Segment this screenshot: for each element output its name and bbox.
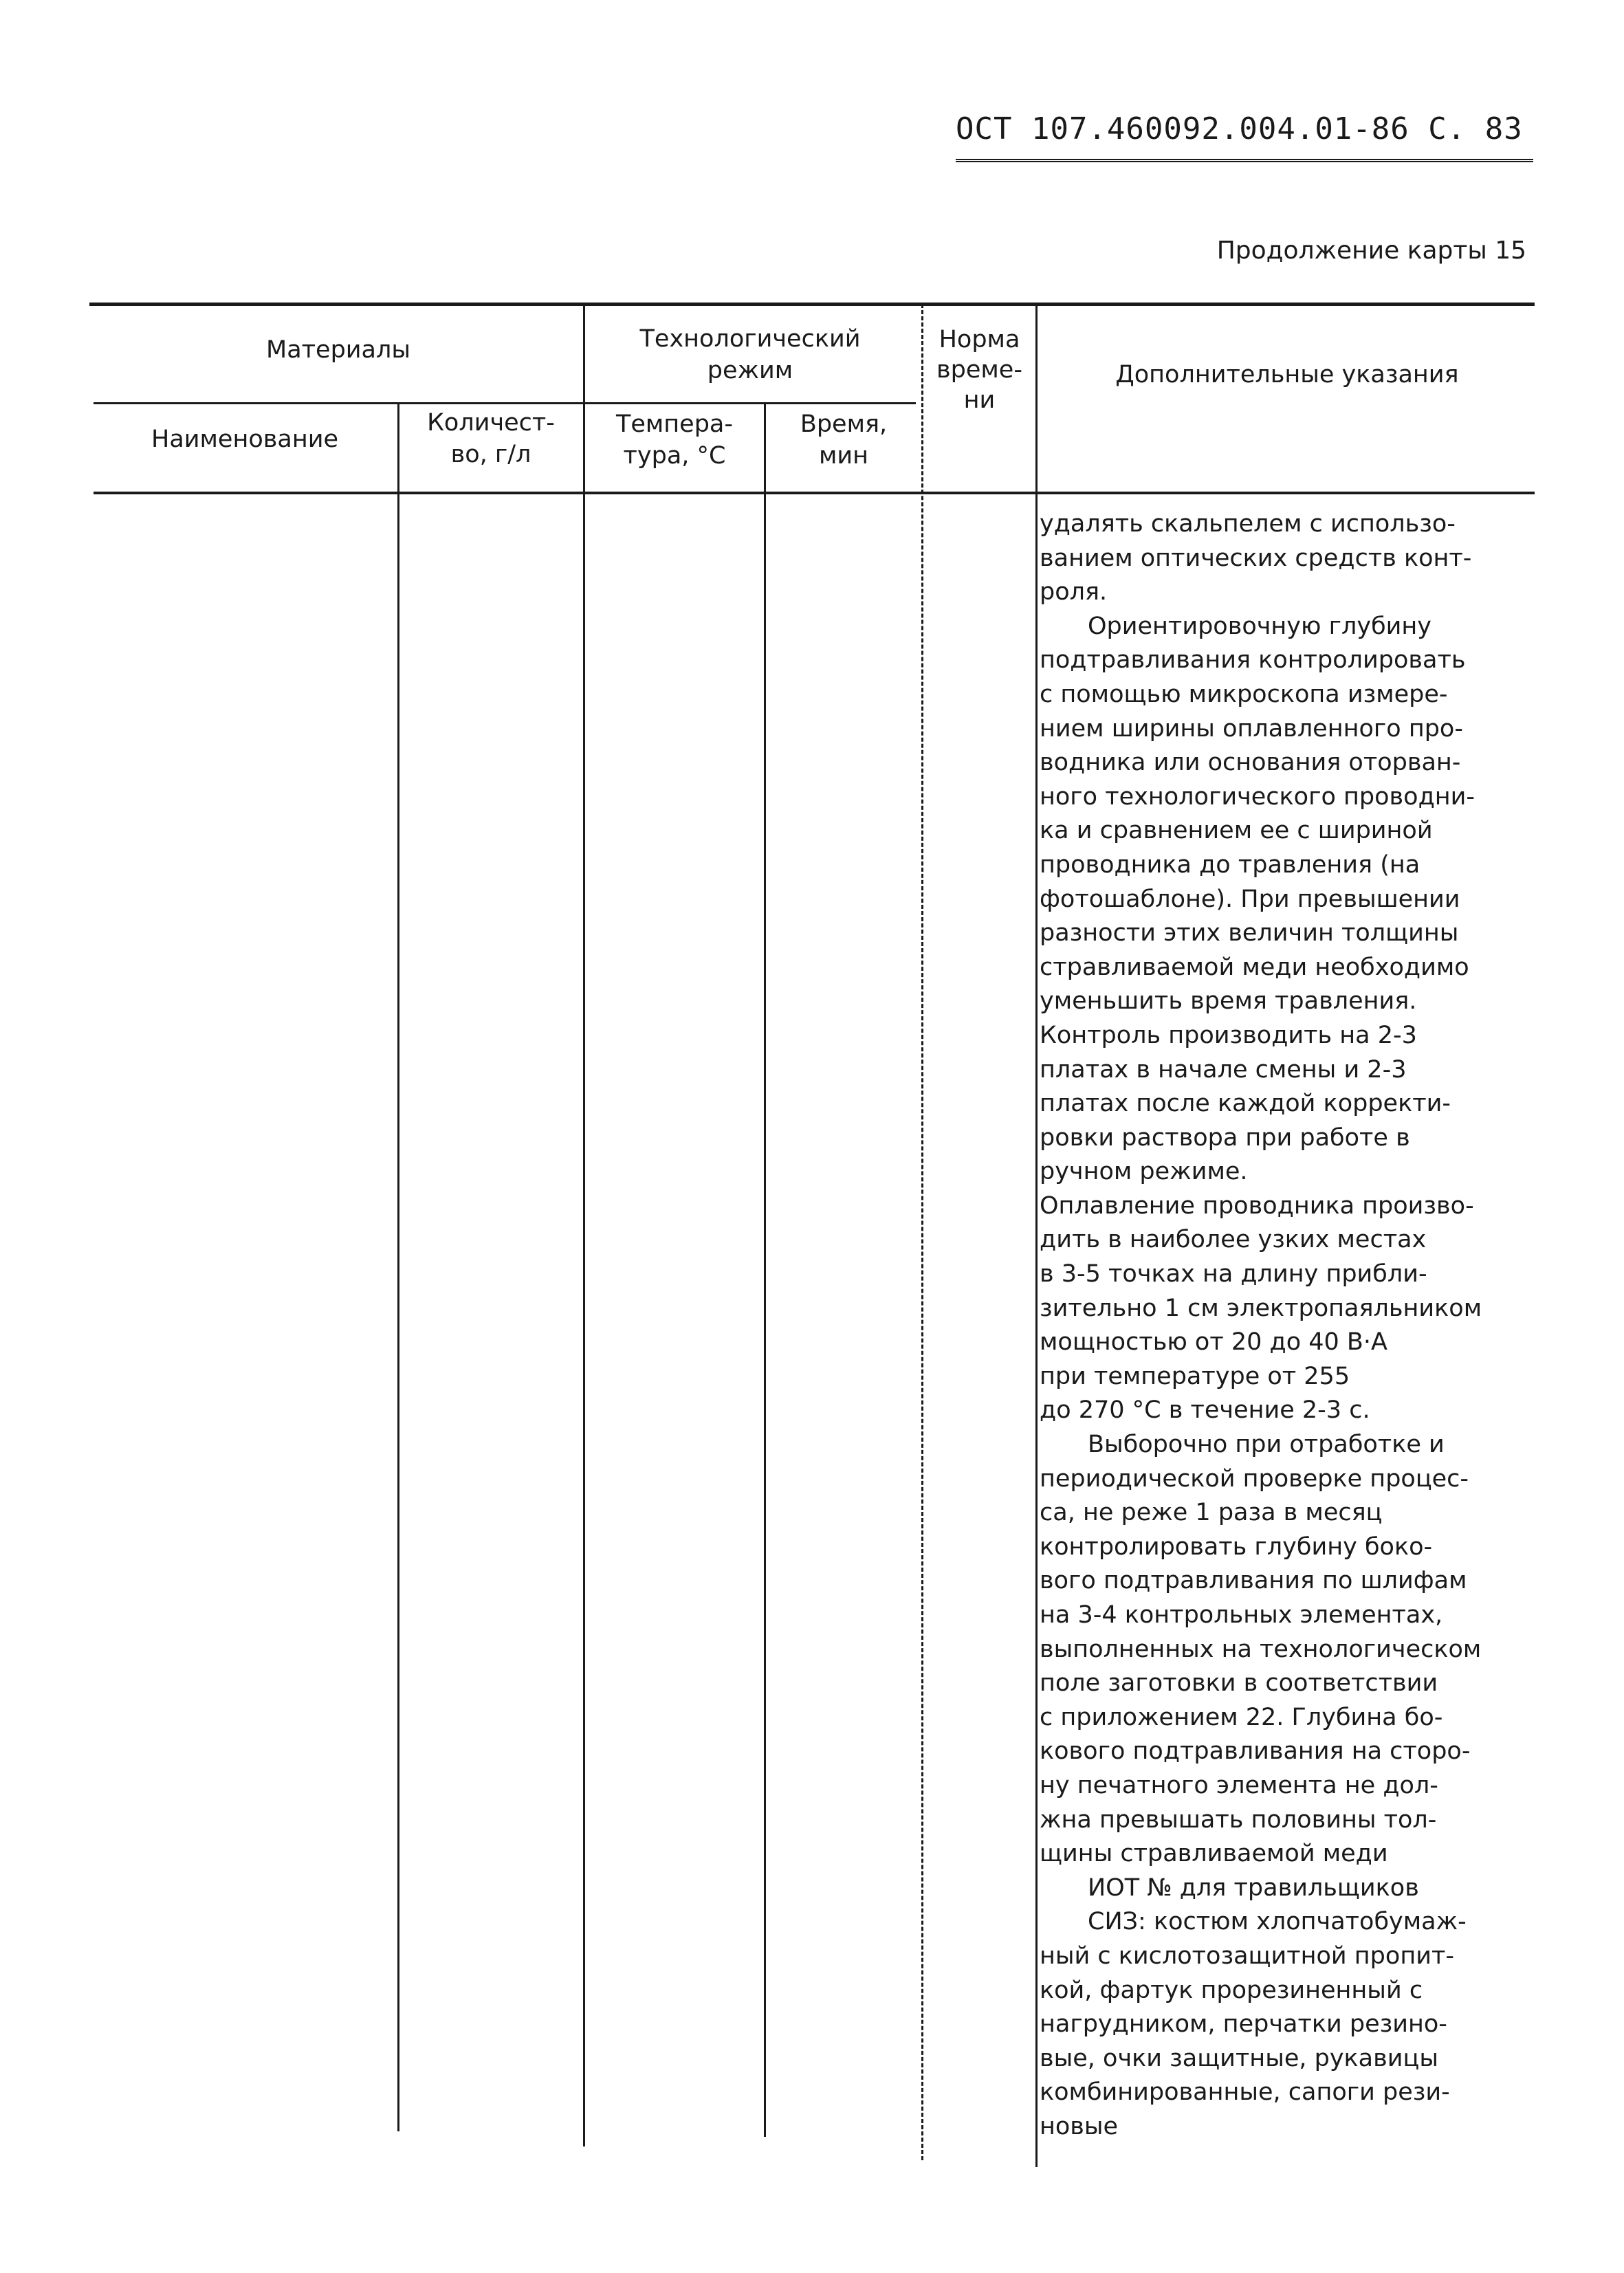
- instruction-line: зительно 1 см электропаяльником: [1040, 1294, 1482, 1322]
- header-quantity-line1: Количест-: [427, 409, 555, 437]
- instruction-line: са, не реже 1 раза в месяц: [1040, 1499, 1383, 1527]
- header-materials: Материалы: [266, 336, 410, 364]
- instruction-line: роля.: [1040, 578, 1108, 606]
- header-temperature-line1: Темпера-: [615, 410, 734, 438]
- instruction-line: комбинированные, сапоги рези-: [1040, 2078, 1450, 2107]
- header-tech-mode: [585, 323, 915, 386]
- header-time-norm-line3: ни: [963, 386, 996, 414]
- additional-instructions-text: [1040, 507, 1562, 2144]
- header-time-norm-line1: Норма: [939, 326, 1020, 353]
- instruction-line: вые, очки защитные, рукавицы: [1040, 2044, 1438, 2072]
- instruction-line: контролировать глубину боко-: [1040, 1533, 1433, 1561]
- instruction-line: с помощью микроскопа измере-: [1040, 680, 1448, 708]
- instruction-line: до 270 °С в течение 2-3 с.: [1040, 1396, 1370, 1425]
- instruction-line: вого подтравливания по шлифам: [1040, 1567, 1467, 1595]
- instruction-line: платах после каждой корректи-: [1040, 1090, 1451, 1118]
- instruction-line: ручном режиме.: [1040, 1158, 1248, 1186]
- header-bottom-rule: [94, 492, 1535, 494]
- column-divider-materials-tech: [583, 304, 585, 2146]
- column-divider-norm-notes: [1035, 304, 1038, 2167]
- subheader-rule-left: [94, 402, 583, 404]
- instruction-line: нием ширины оплавленного про-: [1040, 714, 1463, 743]
- header-time: [766, 408, 921, 472]
- header-tech-mode-line1: Технологический: [639, 325, 861, 353]
- instruction-line: ровки раствора при работе в: [1040, 1123, 1410, 1152]
- instruction-line: с приложением 22. Глубина бо-: [1040, 1703, 1443, 1731]
- header-temperature-line2: тура, °C: [623, 442, 726, 470]
- instruction-line: новые: [1040, 2112, 1119, 2140]
- instruction-line: ного технологического проводни-: [1040, 782, 1475, 811]
- instruction-line: фотошаблоне). При превышении: [1040, 885, 1460, 913]
- continuation-label: Продолжение карты 15: [1216, 237, 1526, 265]
- instruction-line: Оплавление проводника произво-: [1040, 1192, 1474, 1220]
- instruction-line: уменьшить время травления.: [1040, 987, 1417, 1015]
- instruction-line: поле заготовки в соответствии: [1040, 1669, 1438, 1698]
- instruction-line: кового подтравливания на сторо-: [1040, 1737, 1471, 1766]
- column-divider-tech-norm: [921, 304, 923, 2160]
- instruction-line: ный с кислотозащитной пропит-: [1040, 1942, 1454, 1970]
- instruction-line: мощностью от 20 до 40 В·А: [1040, 1328, 1387, 1357]
- header-time-norm-line2: време-: [936, 356, 1022, 384]
- instruction-line: ка и сравнением ее с шириной: [1040, 817, 1433, 845]
- subheader-rule-middle: [583, 402, 916, 404]
- instruction-line: ванием оптических средств конт-: [1040, 544, 1472, 572]
- instruction-line: в 3-5 точках на длину прибли-: [1040, 1260, 1427, 1288]
- instruction-line: щины стравливаемой меди: [1040, 1840, 1388, 1868]
- instruction-line: на 3-4 контрольных элементах,: [1040, 1601, 1443, 1629]
- instruction-line: СИЗ: костюм хлопчатобумаж-: [1088, 1908, 1467, 1936]
- instruction-line: периодической проверке процес-: [1040, 1464, 1469, 1493]
- column-divider-temp-time: [764, 404, 766, 2137]
- header-time-line2: мин: [818, 442, 869, 470]
- instruction-line: при температуре от 255: [1040, 1362, 1350, 1390]
- instruction-line: ну печатного элемента не дол-: [1040, 1771, 1438, 1799]
- instruction-line: Ориентировочную глубину: [1088, 612, 1431, 640]
- header-additional-instructions: Дополнительные указания: [1115, 361, 1459, 388]
- instruction-line: разности этих величин толщины: [1040, 919, 1459, 947]
- header-tech-mode-line2: режим: [707, 357, 793, 384]
- instruction-line: Выборочно при отработке и: [1088, 1431, 1445, 1459]
- instruction-line: выполненных на технологическом: [1040, 1635, 1482, 1663]
- instruction-line: нагрудником, перчатки резино-: [1040, 2010, 1447, 2039]
- instruction-line: кой, фартук прорезиненный с: [1040, 1976, 1423, 2004]
- column-divider-name-qty: [397, 404, 399, 2131]
- instruction-line: платах в начале смены и 2-3: [1040, 1055, 1407, 1084]
- header-time-line1: Время,: [800, 410, 888, 438]
- instruction-line: водника или основания оторван-: [1040, 749, 1461, 777]
- instruction-line: проводника до травления (на: [1040, 850, 1420, 879]
- instruction-line: дить в наиболее узких местах: [1040, 1226, 1427, 1254]
- instruction-line: удалять скальпелем с использо-: [1040, 510, 1456, 538]
- table-top-rule: [89, 303, 1535, 306]
- header-time-norm: [923, 325, 1035, 415]
- instruction-line: ИОТ № для травильщиков: [1088, 1874, 1419, 1902]
- instruction-line: стравливаемой меди необходимо: [1040, 953, 1469, 981]
- header-quantity-line2: во, г/л: [450, 441, 531, 468]
- header-temperature: [585, 408, 764, 472]
- header-quantity: [399, 407, 583, 470]
- instruction-line: Контроль производить на 2-3: [1040, 1021, 1417, 1049]
- instruction-line: жна превышать половины тол-: [1040, 1805, 1437, 1834]
- instruction-line: подтравливания контролировать: [1040, 646, 1466, 674]
- document-code: ОСТ 107.460092.004.01-86 С. 83: [956, 111, 1533, 162]
- header-name: Наименование: [151, 426, 338, 453]
